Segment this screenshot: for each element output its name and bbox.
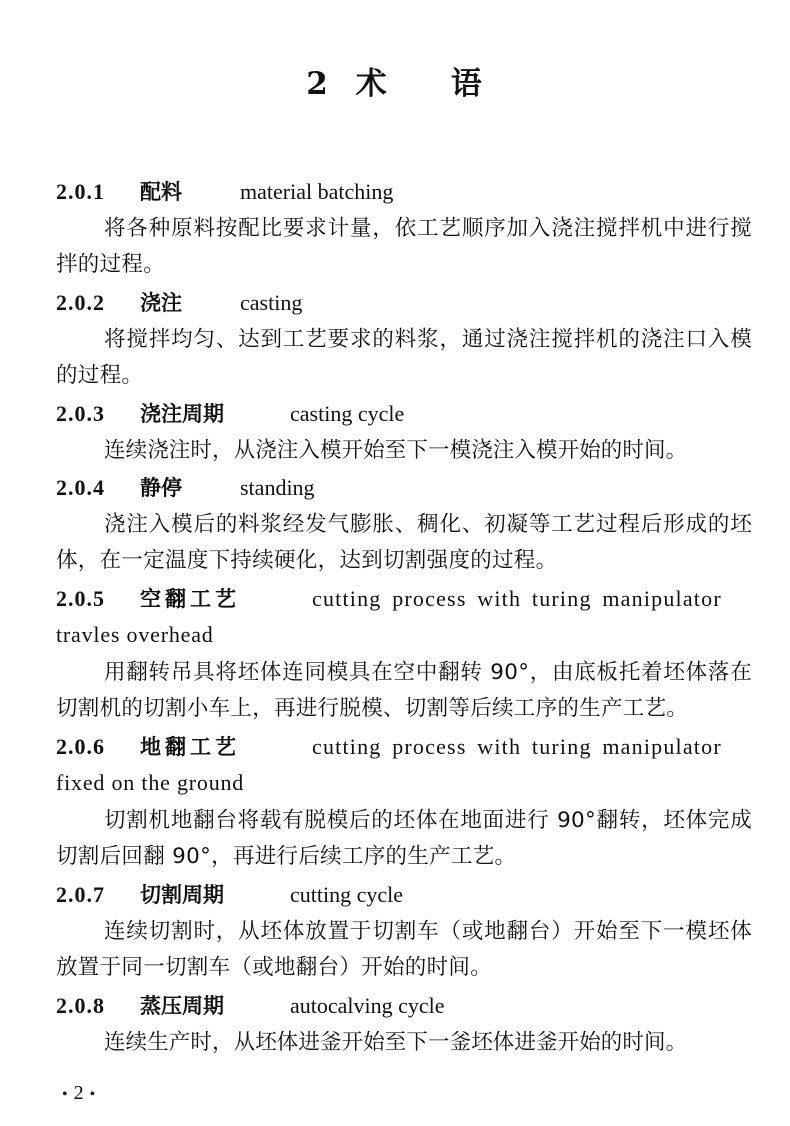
term-chinese: 切割周期 bbox=[140, 883, 224, 907]
term-chinese: 空翻工艺 bbox=[140, 587, 240, 611]
term-chinese: 浇注 bbox=[140, 291, 182, 315]
term-number: 2.0.2 bbox=[56, 290, 105, 315]
chapter-title-part-2: 语 bbox=[450, 66, 484, 102]
term-english: autocalving cycle bbox=[290, 993, 445, 1018]
term-definition-2-0-3: 连续浇注时，从浇注入模开始至下一模浇注入模开始的时间。 bbox=[104, 438, 688, 463]
term-number: 2.0.6 bbox=[56, 734, 105, 759]
term-number: 2.0.4 bbox=[56, 475, 105, 500]
page-number bbox=[56, 1078, 101, 1110]
term-english-continuation: travles overhead bbox=[56, 622, 214, 647]
term-english-continuation: fixed on the ground bbox=[56, 770, 245, 795]
term-definition-2-0-2: 将搅拌均匀、达到工艺要求的料浆，通过浇注搅拌机的浇注口入模的过程。 bbox=[56, 327, 752, 388]
term-heading-2-0-8 bbox=[56, 988, 752, 1024]
term-definition-2-0-6: 切割机地翻台将载有脱模后的坯体在地面进行 90°翻转，坯体完成切割后回翻 90°，再进行后续工序的生产工艺。 bbox=[56, 808, 752, 869]
term-heading-2-0-3 bbox=[56, 396, 752, 432]
term-number: 2.0.8 bbox=[56, 993, 105, 1018]
term-heading-2-0-1 bbox=[56, 174, 752, 210]
term-heading-2-0-7 bbox=[56, 877, 752, 913]
term-english: standing bbox=[240, 475, 315, 500]
term-chinese: 静停 bbox=[140, 476, 182, 500]
term-english: cutting process with turing manipulator bbox=[312, 586, 722, 611]
term-definition-2-0-1: 将各种原料按配比要求计量，依工艺顺序加入浇注搅拌机中进行搅拌的过程。 bbox=[56, 216, 752, 277]
page-number-dot-left: • bbox=[62, 1086, 68, 1103]
term-definition-2-0-7: 连续切割时，从坯体放置于切割车（或地翻台）开始至下一模坯体放置于同一切割车（或地翻台）开始的时间。 bbox=[56, 919, 752, 980]
term-english: casting bbox=[240, 290, 303, 315]
term-english: casting cycle bbox=[290, 401, 405, 426]
chapter-title-part-1: 术 bbox=[355, 66, 389, 102]
term-english: material batching bbox=[240, 179, 394, 204]
term-chinese: 配料 bbox=[140, 180, 182, 204]
chapter-title bbox=[0, 58, 790, 103]
term-chinese: 浇注周期 bbox=[140, 402, 224, 426]
term-number: 2.0.1 bbox=[56, 179, 105, 204]
term-chinese: 地翻工艺 bbox=[140, 735, 240, 759]
term-number: 2.0.5 bbox=[56, 586, 105, 611]
page-number-dot-right: • bbox=[89, 1086, 96, 1103]
term-heading-2-0-5 bbox=[56, 581, 752, 617]
term-heading-2-0-2 bbox=[56, 285, 752, 321]
term-heading-2-0-4 bbox=[56, 470, 752, 506]
chapter-number: 2 bbox=[306, 66, 330, 102]
term-definition-2-0-5: 用翻转吊具将坯体连同模具在空中翻转 90°，由底板托着坯体落在切割机的切割小车上，再进行脱模、切割等后续工序的生产工艺。 bbox=[56, 660, 752, 721]
page-number-value: 2 bbox=[73, 1082, 84, 1104]
term-number: 2.0.3 bbox=[56, 401, 105, 426]
term-heading-2-0-6 bbox=[56, 729, 752, 765]
term-definition-2-0-4: 浇注入模后的料浆经发气膨胀、稠化、初凝等工艺过程后形成的坯体，在一定温度下持续硬化，达到切割强度的过程。 bbox=[56, 512, 752, 573]
term-english: cutting process with turing manipulator bbox=[312, 734, 722, 759]
term-number: 2.0.7 bbox=[56, 882, 105, 907]
term-chinese: 蒸压周期 bbox=[140, 994, 224, 1018]
term-definition-2-0-8: 连续生产时，从坯体进釜开始至下一釜坯体进釜开始的时间。 bbox=[104, 1030, 688, 1055]
term-english: cutting cycle bbox=[290, 882, 404, 907]
